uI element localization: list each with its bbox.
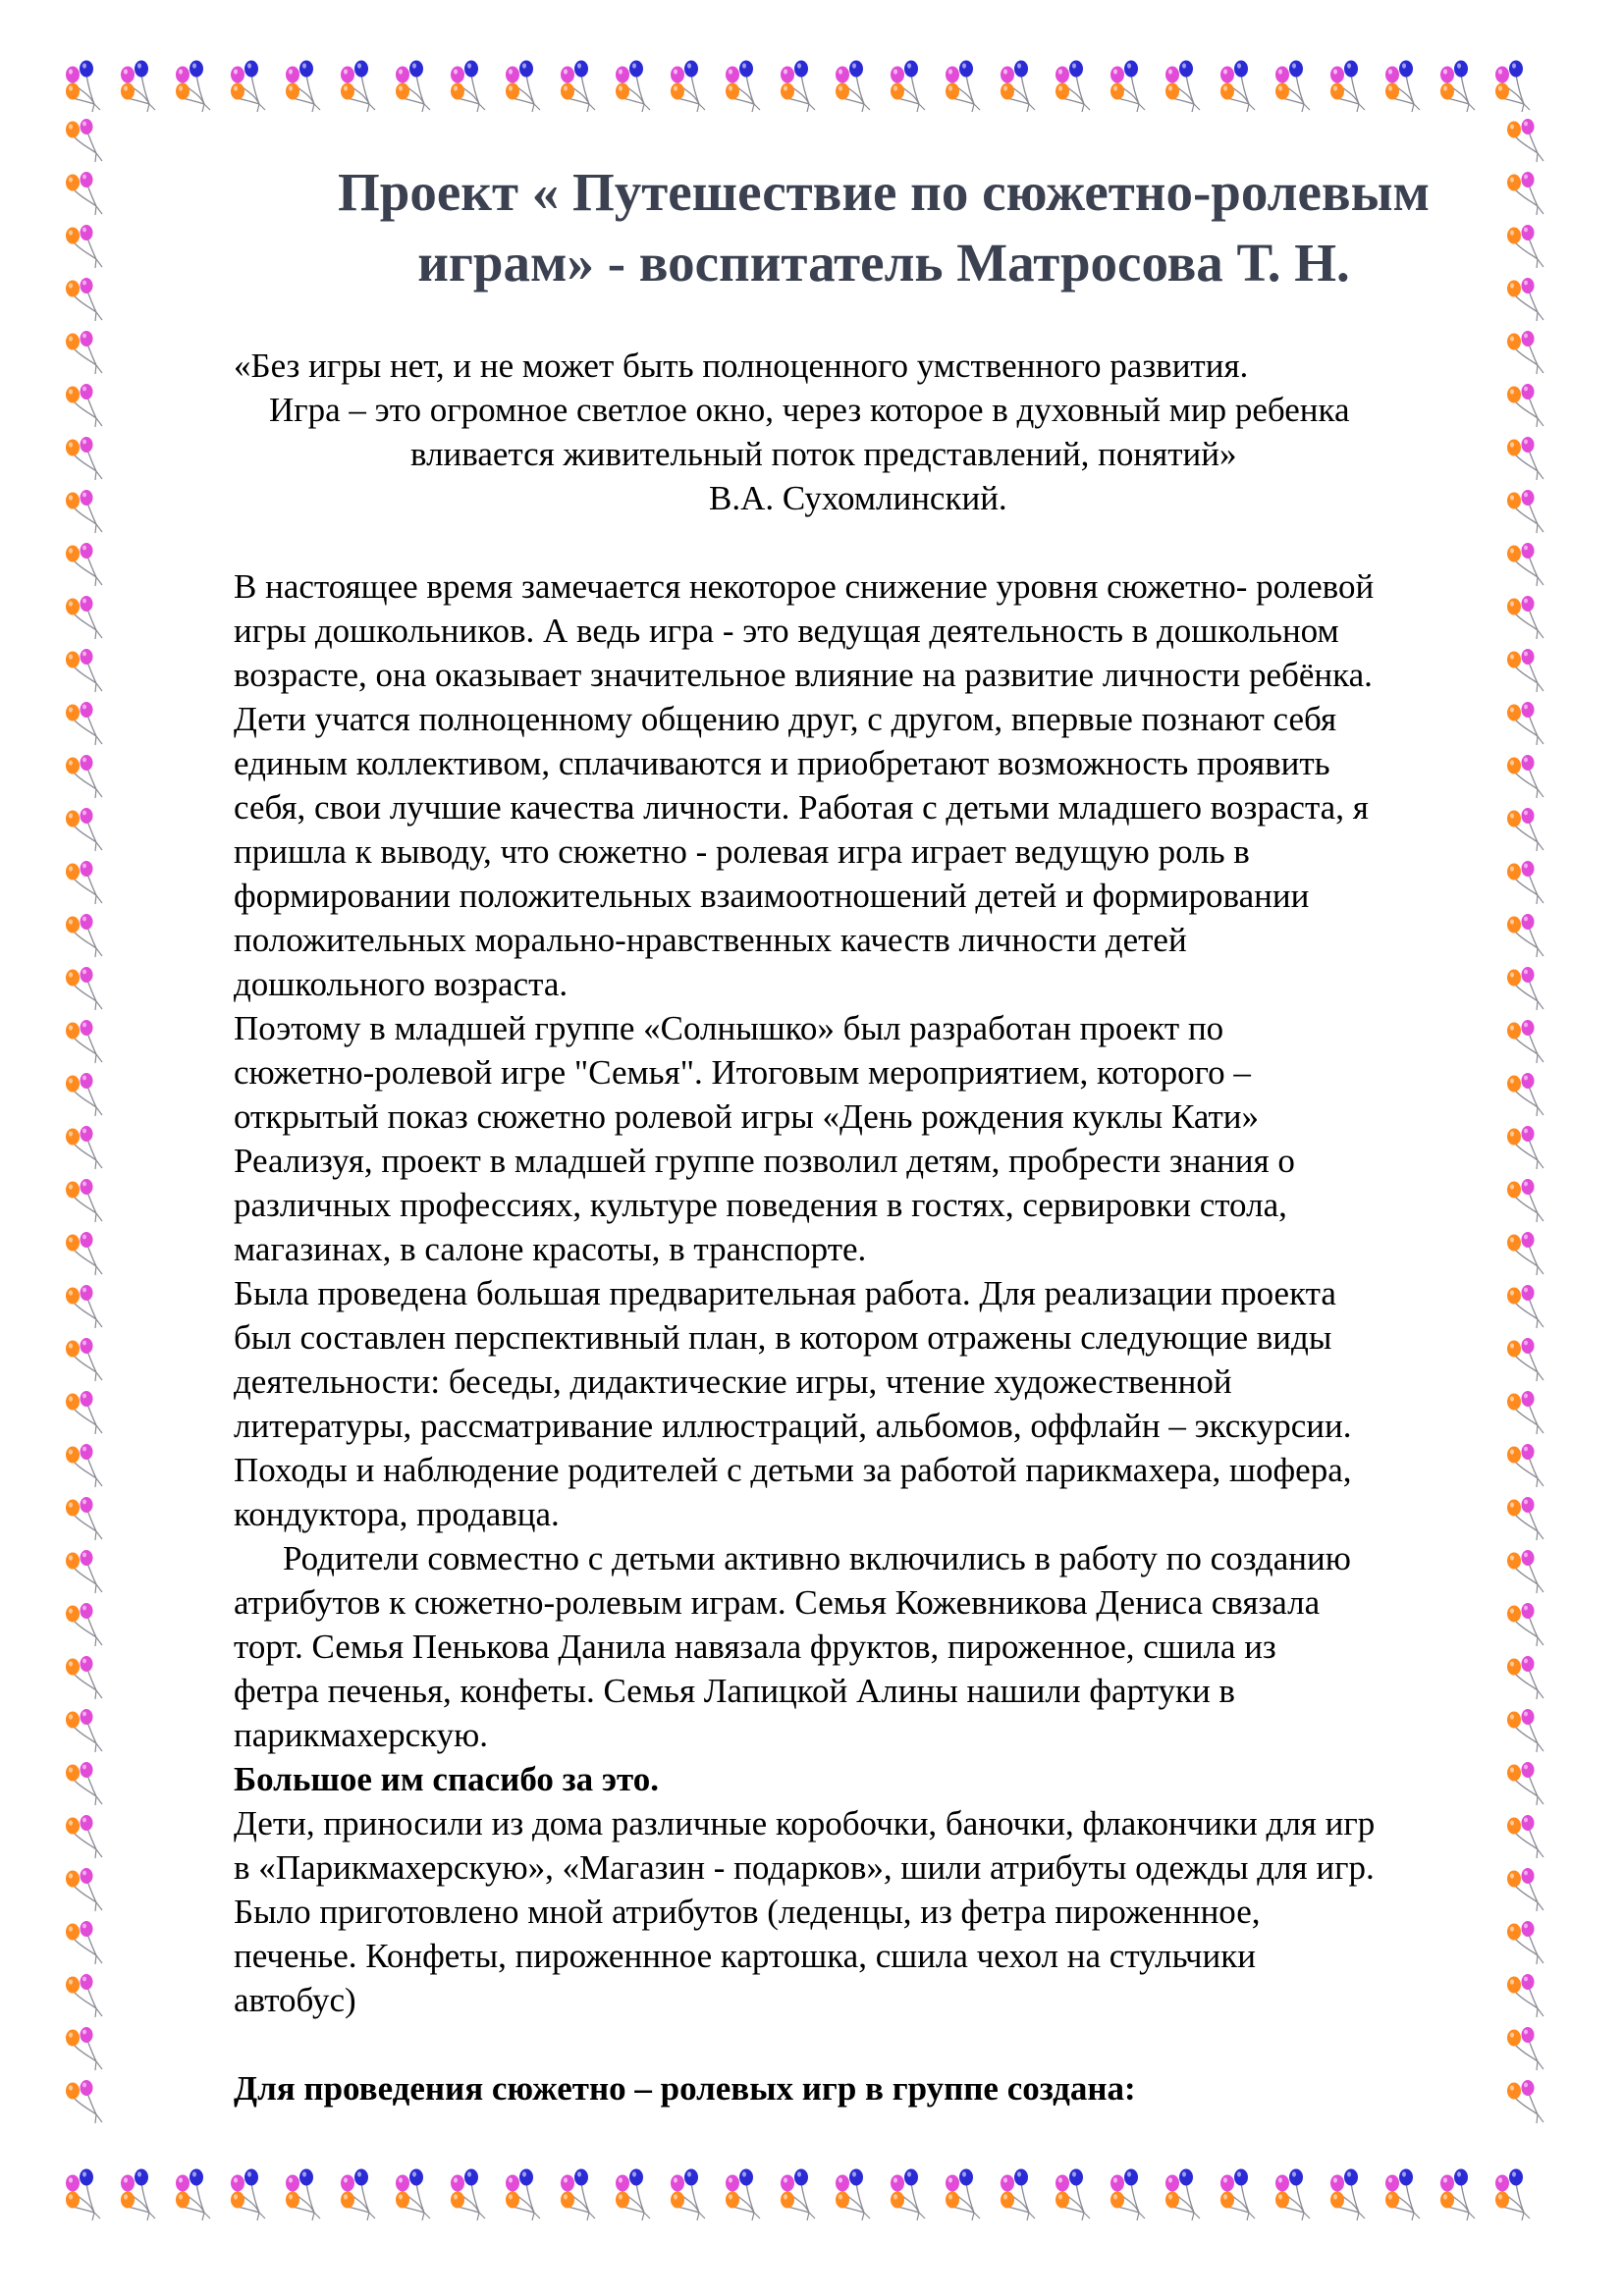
text-line: парикмахерскую. [234, 1716, 489, 1754]
balloon-bunch-icon [66, 1126, 102, 1169]
balloon-bunch-icon [836, 61, 870, 113]
balloon-bunch-icon [231, 61, 265, 113]
balloon-bunch-icon [506, 2169, 540, 2221]
text-line: литературы, рассматривание иллюстраций, альбомов, оффлайн – экскурсии. [234, 1407, 1352, 1445]
balloon-bunch-icon [66, 2169, 100, 2221]
text-line: был составлен перспективный план, в котором отражены следующие виды [234, 1318, 1332, 1357]
balloon-bunch-icon [66, 596, 102, 639]
balloon-bunch-icon [66, 1868, 102, 1911]
text-line: в «Парикмахерскую», «Магазин - подарков», шили атрибуты одежды для игр. [234, 1848, 1375, 1887]
balloon-bunch-icon [66, 1762, 102, 1805]
quote-author: В.А. Сухомлинский. [709, 479, 1007, 517]
balloon-bunch-icon [66, 861, 102, 904]
balloon-bunch-icon [506, 61, 540, 113]
balloon-bunch-icon [66, 1285, 102, 1328]
balloon-bunch-icon [66, 119, 102, 162]
text-line: возрасте, она оказывает значительное влияние на развитие личности ребёнка. [234, 656, 1373, 694]
balloon-bunch-icon [176, 2169, 210, 2221]
text-line: Дети учатся полноценному общению друг, с другом, впервые познают себя [234, 700, 1337, 738]
text-line: Поэтому в младшей группе «Солнышко» был разработан проект по [234, 1009, 1224, 1047]
balloon-bunch-icon [231, 2169, 265, 2221]
balloon-bunch-icon [1056, 61, 1090, 113]
balloon-bunch-icon [66, 490, 102, 533]
balloon-bunch-icon [341, 2169, 375, 2221]
epigraph-quote [234, 344, 1530, 520]
balloon-bunch-icon [451, 61, 485, 113]
balloon-bunch-icon [1385, 61, 1420, 113]
title-line: играм» - воспитатель Матросова Т. Н. [417, 233, 1350, 293]
balloon-bunch-icon [616, 61, 650, 113]
balloon-bunch-icon [451, 2169, 485, 2221]
balloon-bunch-icon [616, 2169, 650, 2221]
balloon-bunch-icon [66, 1815, 102, 1858]
text-line: торт. Семья Пенькова Данила навязала фруктов, пироженное, сшила из [234, 1628, 1276, 1666]
balloon-bunch-icon [561, 61, 595, 113]
balloon-bunch-icon [66, 702, 102, 745]
balloon-bunch-icon [66, 967, 102, 1010]
balloon-bunch-icon [66, 755, 102, 798]
document-body [234, 344, 1530, 2110]
thanks-line: Большое им спасибо за это. [234, 1760, 660, 1798]
text-line: автобус) [234, 1981, 356, 2019]
balloon-bunch-icon [66, 1550, 102, 1593]
balloon-bunch-icon [66, 649, 102, 692]
balloon-bunch-icon [66, 1603, 102, 1646]
text-line: пришла к выводу, что сюжетно - ролевая игра играет ведущую роль в [234, 832, 1250, 871]
balloon-bunch-icon [121, 61, 155, 113]
balloon-bunch-icon [66, 1020, 102, 1063]
text-line: Была проведена большая предварительная работа. Для реализации проекта [234, 1274, 1336, 1312]
balloon-bunch-icon [946, 61, 980, 113]
balloon-bunch-icon [66, 1921, 102, 1964]
quote-line: Игра – это огромное светлое окно, через которое в духовный мир ребенка [269, 391, 1350, 429]
balloon-bunch-icon [1165, 61, 1200, 113]
balloon-bunch-icon [781, 2169, 815, 2221]
text-line: Было приготовлено мной атрибутов (леденцы, из фетра пироженнное, [234, 1893, 1261, 1931]
text-line: игры дошкольников. А ведь игра - это ведущая деятельность в дошкольном [234, 612, 1339, 650]
balloon-bunch-icon [66, 1179, 102, 1222]
text-line: Родители совместно с детьми активно включились в работу по созданию [283, 1539, 1351, 1577]
text-line: кондуктора, продавца. [234, 1495, 560, 1533]
balloon-bunch-icon [671, 2169, 705, 2221]
balloon-bunch-icon [66, 331, 102, 374]
balloon-bunch-icon [1110, 61, 1145, 113]
balloon-bunch-icon [1495, 61, 1530, 113]
balloon-bunch-icon [66, 808, 102, 851]
balloon-bunch-icon [396, 61, 430, 113]
balloon-bunch-icon [66, 2080, 102, 2123]
balloon-bunch-icon [1110, 2169, 1145, 2221]
balloon-bunch-icon [836, 2169, 870, 2221]
balloon-bunch-icon [286, 61, 320, 113]
balloon-bunch-icon [66, 225, 102, 268]
balloon-bunch-icon [66, 1497, 102, 1540]
text-line: фетра печенья, конфеты. Семья Лапицкой Алины нашили фартуки в [234, 1672, 1235, 1710]
title-line: Проект « Путешествие по сюжетно-ролевым [337, 162, 1431, 222]
text-line: магазинах, в салоне красоты, в транспорте. [234, 1230, 867, 1268]
text-line: атрибутов к сюжетно-ролевым играм. Семья Кожевникова Дениса связала [234, 1583, 1321, 1622]
balloon-bunch-icon [1507, 119, 1543, 162]
quote-line: вливается живительный поток представлений, понятий» [410, 435, 1237, 473]
text-line: дошкольного возраста. [234, 965, 568, 1003]
balloon-bunch-icon [66, 278, 102, 321]
text-line: Походы и наблюдение родителей с детьми за работой парикмахера, шофера, [234, 1451, 1352, 1489]
balloon-bunch-icon [176, 61, 210, 113]
balloon-bunch-icon [66, 1709, 102, 1752]
balloon-bunch-icon [1275, 61, 1310, 113]
balloon-bunch-icon [946, 2169, 980, 2221]
balloon-bunch-icon [341, 61, 375, 113]
balloon-bunch-icon [66, 437, 102, 480]
balloon-bunch-icon [1330, 61, 1365, 113]
spacer [234, 520, 1530, 564]
text-line: Реализуя, проект в младшей группе позволил детям, пробрести знания о [234, 1142, 1295, 1180]
balloon-bunch-icon [1056, 2169, 1090, 2221]
balloon-bunch-icon [66, 1338, 102, 1381]
text-line: положительных морально-нравственных качеств личности детей [234, 921, 1187, 959]
balloon-bunch-icon [66, 2027, 102, 2070]
balloon-bunch-icon [1220, 61, 1255, 113]
balloon-bunch-icon [66, 1073, 102, 1116]
balloon-bunch-icon [1001, 2169, 1035, 2221]
balloon-bunch-icon [66, 1444, 102, 1487]
balloon-bunch-icon [286, 2169, 320, 2221]
text-line: сюжетно-ролевой игре "Семья". Итоговым мероприятием, которого – [234, 1053, 1251, 1092]
balloon-bunch-icon [66, 1656, 102, 1699]
balloon-bunch-icon [1495, 2169, 1530, 2221]
balloon-bunch-icon [671, 61, 705, 113]
balloon-bunch-icon [66, 61, 100, 113]
balloon-bunch-icon [1275, 2169, 1310, 2221]
balloon-bunch-icon [66, 172, 102, 215]
spacer [234, 2022, 1530, 2066]
balloon-bunch-icon [66, 1391, 102, 1434]
balloon-bunch-icon [1385, 2169, 1420, 2221]
balloon-bunch-icon [1001, 61, 1035, 113]
closing-line: Для проведения сюжетно – ролевых игр в группе создана: [234, 2069, 1136, 2108]
balloon-bunch-icon [66, 1232, 102, 1275]
balloon-bunch-icon [1330, 2169, 1365, 2221]
balloon-bunch-icon [66, 1974, 102, 2017]
text-line: Дети, приносили из дома различные коробочки, баночки, флакончики для игр [234, 1804, 1376, 1842]
text-line: единым коллективом, сплачиваются и приобретают возможность проявить [234, 744, 1330, 782]
text-line: различных профессиях, культуре поведения в гостях, сервировки стола, [234, 1186, 1287, 1224]
balloon-bunch-icon [1440, 2169, 1475, 2221]
text-line: печенье. Конфеты, пироженнное картошка, сшила чехол на стульчики [234, 1937, 1256, 1975]
balloon-bunch-icon [1165, 2169, 1200, 2221]
text-line: деятельности: беседы, дидактические игры, чтение художественной [234, 1362, 1232, 1401]
balloon-bunch-icon [1440, 61, 1475, 113]
balloon-bunch-icon [121, 2169, 155, 2221]
text-line: себя, свои лучшие качества личности. Работая с детьми младшего возраста, я [234, 788, 1369, 827]
balloon-bunch-icon [66, 543, 102, 586]
balloon-bunch-icon [891, 61, 925, 113]
text-line: В настоящее время замечается некоторое снижение уровня сюжетно- ролевой [234, 567, 1375, 606]
balloon-bunch-icon [66, 914, 102, 957]
balloon-bunch-icon [396, 2169, 430, 2221]
quote-line: «Без игры нет, и не может быть полноценного умственного развития. [234, 347, 1249, 385]
text-line: формировании положительных взаимоотношений детей и формировании [234, 877, 1310, 915]
balloon-bunch-icon [726, 2169, 760, 2221]
balloon-bunch-icon [1220, 2169, 1255, 2221]
page-title [245, 157, 1522, 298]
main-text [234, 564, 1530, 2110]
balloon-bunch-icon [66, 384, 102, 427]
balloon-bunch-icon [891, 2169, 925, 2221]
balloon-bunch-icon [726, 61, 760, 113]
text-line: открытый показ сюжетно ролевой игры «День рождения куклы Кати» [234, 1097, 1259, 1136]
balloon-bunch-icon [781, 61, 815, 113]
balloon-bunch-icon [561, 2169, 595, 2221]
